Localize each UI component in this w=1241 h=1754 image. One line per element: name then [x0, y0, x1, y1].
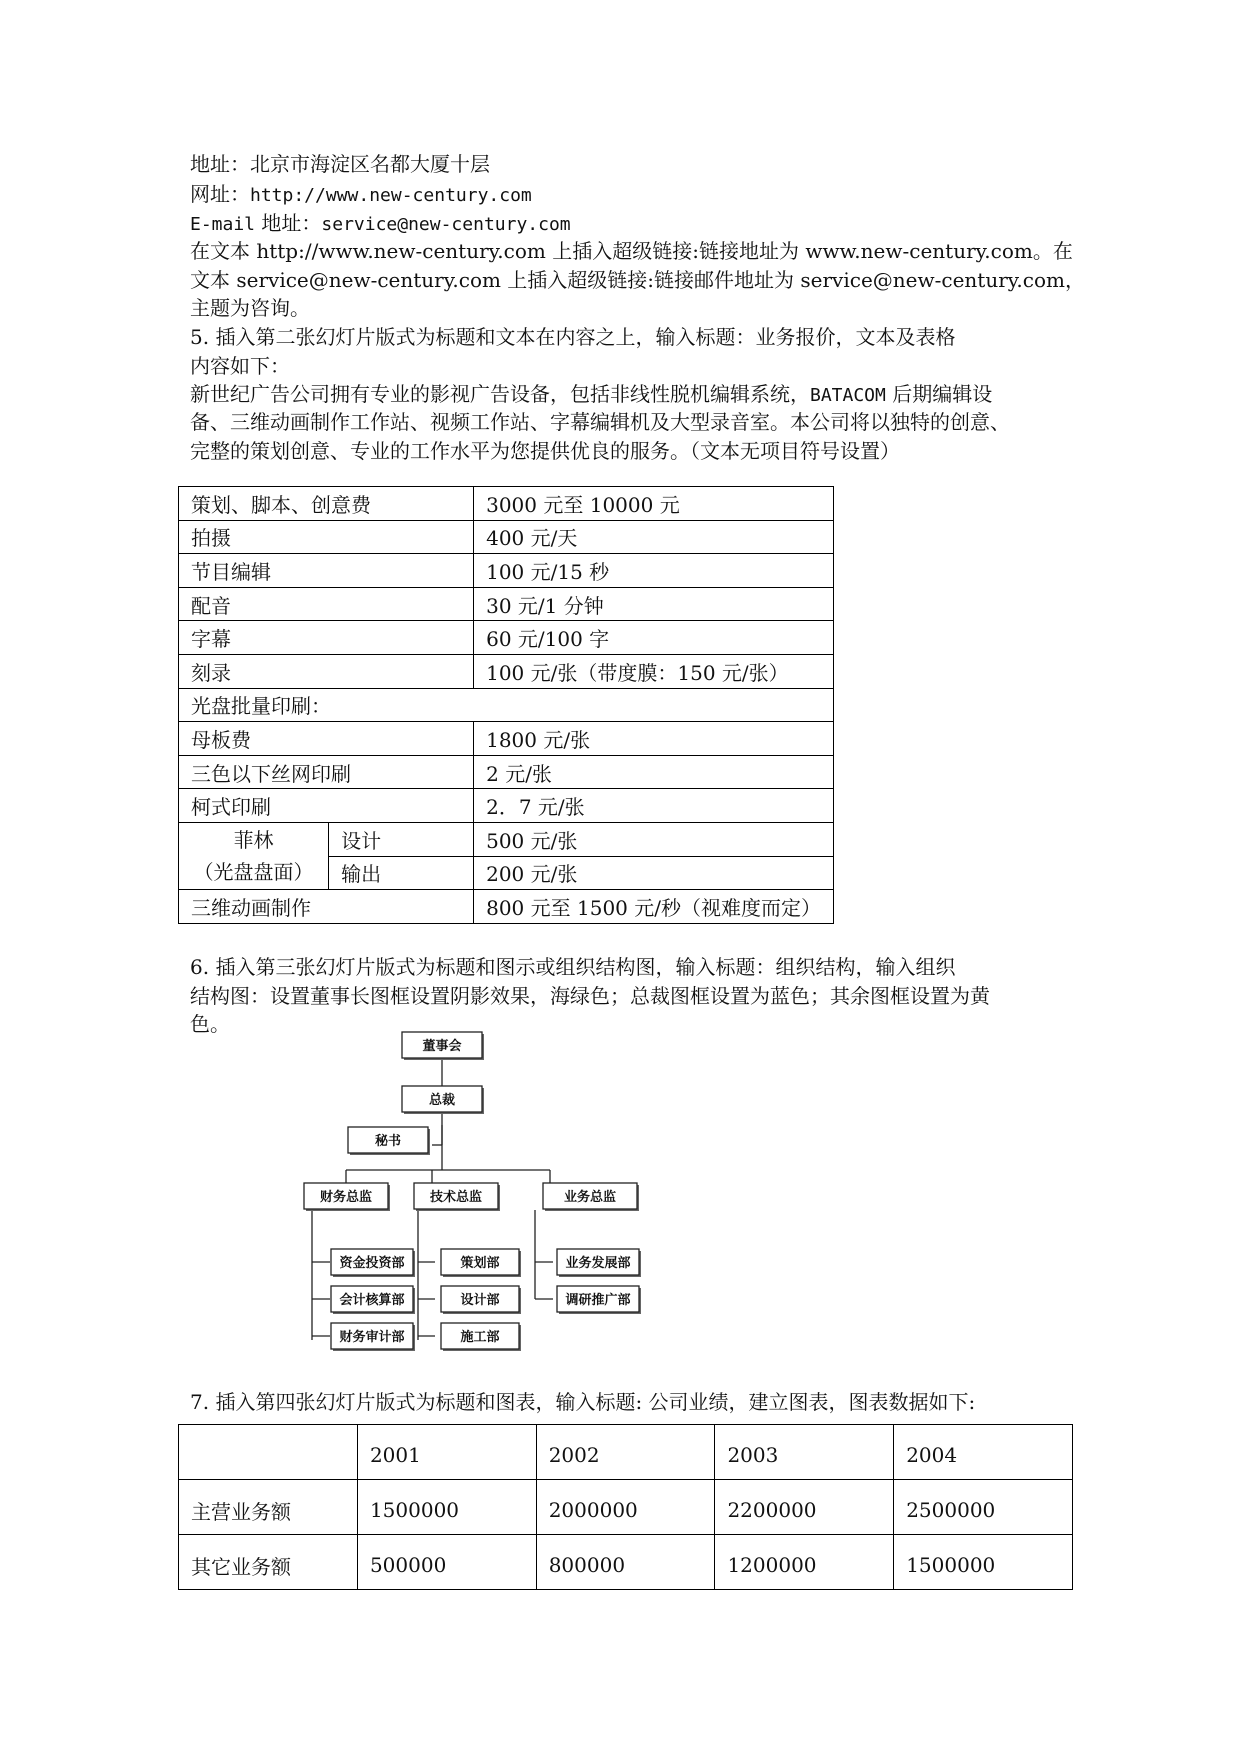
text-segment: 网址：: [190, 182, 250, 206]
value-cell: 1500000: [357, 1480, 536, 1535]
price-item: 策划、脚本、创意费: [179, 487, 474, 521]
text-line: [190, 294, 310, 323]
text-segment: 地址：北京市海淀区名都大厦十层: [190, 152, 490, 176]
text-line: [190, 437, 900, 466]
value-cell: 1200000: [715, 1535, 894, 1590]
year-header: 2002: [536, 1425, 715, 1480]
table-row: [179, 722, 834, 756]
table-row: [179, 1535, 1073, 1590]
dept-label: 策划部: [460, 1256, 500, 1271]
dept-label: 财务审计部: [339, 1330, 405, 1345]
table-row: [179, 789, 834, 823]
section-header: 光盘批量印刷：: [179, 688, 834, 722]
text-line: 6. 插入第三张幻灯片版式为标题和图示或组织结构图，输入标题：组织结构，输入组织: [190, 955, 956, 979]
feilin-line1: 菲林: [233, 828, 274, 853]
text-segment: 地址：: [255, 211, 322, 235]
price-item: 配音: [179, 587, 474, 621]
value-cell: 2000000: [536, 1480, 715, 1535]
table-row: [179, 520, 834, 554]
text-line: [190, 408, 1010, 437]
table-row: [179, 654, 834, 688]
director-label: 业务总监: [563, 1190, 617, 1205]
director-label: 财务总监: [319, 1190, 373, 1205]
dept-label: 业务发展部: [565, 1256, 631, 1271]
value-cell: 800000: [536, 1535, 715, 1590]
text-segment: 5. 插入第二张幻灯片版式为标题和文本在内容之上，输入标题：业务报价，文本及表格: [190, 325, 956, 349]
table-row: [179, 755, 834, 789]
secretary-label: 秘书: [374, 1134, 402, 1149]
value-cell: 1500000: [894, 1535, 1073, 1590]
feilin-sub: 设计: [329, 822, 474, 856]
table-row: [179, 621, 834, 655]
text-segment: 在文本 http://www.new-century.com 上插入超级链接:链接地址为 www.new-century.com。在: [190, 239, 1073, 263]
row-label: 主营业务额: [179, 1480, 358, 1535]
text-segment: 内容如下：: [190, 354, 290, 378]
text-segment: 新世纪广告公司拥有专业的影视广告设备，包括非线性脱机编辑系统，: [190, 382, 810, 406]
feilin-line2: （光盘盘面）: [193, 860, 314, 885]
dept-label: 调研推广部: [565, 1293, 631, 1308]
price-value: 3000 元至 10000 元: [474, 487, 834, 521]
feilin-group: [179, 822, 329, 889]
table-header-row: [179, 1425, 1073, 1480]
text-segment: 主题为咨询。: [190, 296, 310, 320]
dept-label: 设计部: [460, 1293, 500, 1308]
price-item: 三维动画制作: [179, 890, 474, 924]
value-cell: 2200000: [715, 1480, 894, 1535]
price-value: 400 元/天: [474, 520, 834, 554]
text-segment: 备、三维动画制作工作站、视频工作站、字幕编辑机及大型录音室。本公司将以独特的创意、: [190, 410, 1010, 434]
text-line: [190, 266, 1085, 295]
table-row: [179, 822, 834, 856]
price-value: 800 元至 1500 元/秒（视难度而定）: [474, 890, 834, 924]
text-line: [190, 323, 955, 352]
text-segment: 文本 service@new-century.com 上插入超级链接:链接邮件地址为 service@new-century.com，: [190, 268, 1085, 292]
price-value: 100 元/张（带度膜：150 元/张）: [474, 654, 834, 688]
value-cell: 2500000: [894, 1480, 1073, 1535]
price-item: 拍摄: [179, 520, 474, 554]
org-chart: [290, 1020, 690, 1360]
text-segment: http://www.new-century.com: [250, 185, 532, 206]
text-line: 结构图：设置董事长图框设置阴影效果，海绿色；总裁图框设置为蓝色；其余图框设置为黄: [190, 984, 990, 1008]
text-segment: BATACOM: [810, 385, 886, 406]
price-value: 1800 元/张: [474, 722, 834, 756]
table-row: [179, 1480, 1073, 1535]
text-segment: service@new-century.com: [321, 214, 571, 235]
table-row: [179, 587, 834, 621]
dept-label: 会计核算部: [339, 1293, 405, 1308]
text-line: [190, 180, 532, 210]
table-row: [179, 890, 834, 924]
price-table: [178, 486, 834, 924]
price-item: 节目编辑: [179, 554, 474, 588]
price-value: 30 元/1 分钟: [474, 587, 834, 621]
price-value: 100 元/15 秒: [474, 554, 834, 588]
price-item: 三色以下丝网印刷: [179, 755, 474, 789]
text-line: [190, 352, 290, 381]
text-line: 色。: [190, 1012, 230, 1036]
president-label: 总裁: [428, 1093, 456, 1108]
text-line: [190, 150, 490, 179]
section-7-text: 7. 插入第四张幻灯片版式为标题和图表，输入标题: 公司业绩，建立图表，图表数据如下:: [190, 1390, 976, 1414]
table-row: [179, 487, 834, 521]
table-row: [179, 688, 834, 722]
text-line: [190, 209, 571, 239]
year-header: 2003: [715, 1425, 894, 1480]
year-header: 2004: [894, 1425, 1073, 1480]
dept-label: 资金投资部: [339, 1256, 405, 1271]
feilin-sub: 输出: [329, 856, 474, 890]
text-segment: 完整的策划创意、专业的工作水平为您提供优良的服务。（文本无项目符号设置）: [190, 439, 900, 463]
text-line: [190, 237, 1073, 266]
price-item: 刻录: [179, 654, 474, 688]
dept-label: 施工部: [460, 1330, 500, 1345]
empty-cell: [179, 1425, 358, 1480]
price-value: 500 元/张: [474, 822, 834, 856]
year-header: 2001: [357, 1425, 536, 1480]
price-item: 母板费: [179, 722, 474, 756]
director-label: 技术总监: [429, 1190, 483, 1205]
row-label: 其它业务额: [179, 1535, 358, 1590]
performance-table: [178, 1424, 1073, 1590]
text-segment: 后期编辑设: [885, 382, 993, 406]
price-item: 柯式印刷: [179, 789, 474, 823]
table-row: [179, 554, 834, 588]
price-value: 2．7 元/张: [474, 789, 834, 823]
text-line: [190, 380, 992, 410]
price-value: 200 元/张: [474, 856, 834, 890]
price-value: 2 元/张: [474, 755, 834, 789]
text-segment: E-mail: [190, 214, 256, 235]
price-value: 60 元/100 字: [474, 621, 834, 655]
price-item: 字幕: [179, 621, 474, 655]
value-cell: 500000: [357, 1535, 536, 1590]
board-label: 董事会: [422, 1039, 462, 1054]
